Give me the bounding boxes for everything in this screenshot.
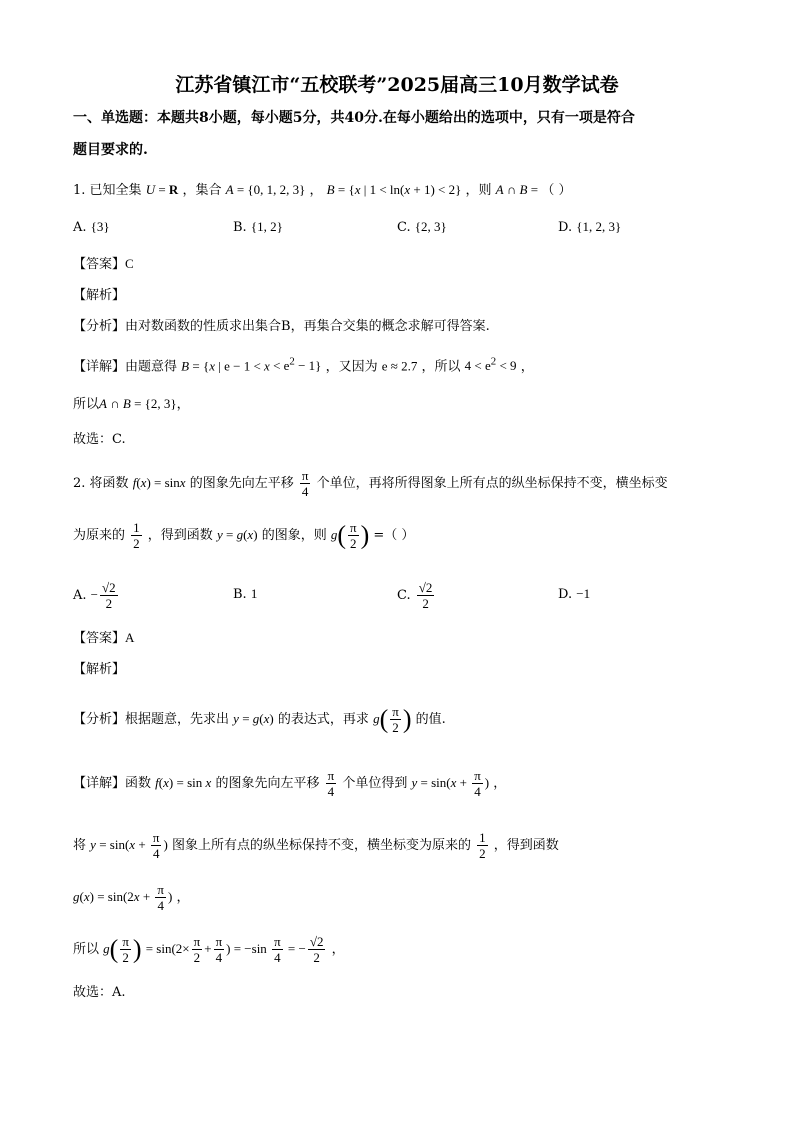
q2-answer: 【答案】A	[73, 630, 135, 646]
q2-analysis-tag: 【解析】	[73, 662, 126, 677]
q1-option-b: B. {1, 2}	[233, 219, 283, 235]
section-heading-line2: 题目要求的.	[73, 142, 148, 158]
q2-xiangjie-line4: 所以 g( $\frac{\pi}{2}$ ) = sin(2× $\frac{\pi}{2}$ + $\frac{\pi}{4}$ ) = −sin $\frac{\pi}{4}$ = − $\frac{√2}{2}$ ，	[73, 934, 345, 965]
q2-stem-line1: 2. 将函数 f(x) = sinx 的图象先向左平移 $\frac{\pi}{4}$ 个单位，再将所得图象上所有点的纵坐标保持不变，横坐标变	[73, 468, 668, 499]
q1-xiangjie: 【详解】由题意得 B = {x | $e - 1 < x < e^2 - 1$} ，又因为 e ≈ 2.7 ，所以 $4 < e^2 < 9$ ，	[73, 356, 534, 375]
q2-stem-line2: 为原来的 $\frac{1}{2}$ ，得到函数 y = g(x) 的图象，则 g( $\frac{\pi}{2}$ ) =（ ）	[73, 520, 415, 551]
q2-xiangjie-line3: g(x) = sin(2x + $\frac{\pi}{4}$ ) ，	[73, 882, 190, 913]
q1-option-d: D. {1, 2, 3}	[558, 219, 622, 235]
q2-xiangjie-line2: 将 y = sin(x + $\frac{\pi}{4}$ ) 图象上所有点的纵坐标保持不变，横坐标变为原来的 $\frac{1}{2}$ ，得到函数	[73, 830, 559, 861]
q2-guxuan: 故选：A.	[73, 985, 126, 1000]
q2-option-c: C. $\frac{√2}{2}$	[397, 580, 433, 611]
q1-guxuan: 故选：C.	[73, 432, 126, 447]
q2-xiangjie-line1: 【详解】函数 f(x) = sin x 的图象先向左平移 $\frac{\pi}{4}$ 个单位得到 y = sin(x + $\frac{\pi}{4}$ ) ，	[73, 768, 507, 799]
q1-suoyi: 所以A ∩ B = {2, 3}，	[73, 396, 190, 412]
q1-fenxi: 【分析】由对数函数的性质求出集合B，再集合交集的概念求解可得答案.	[73, 319, 490, 334]
q1-stem: 1. 已知全集 U = R ，集合 A = {0, 1, 2, 3} ， B = {x | 1 < ln(x + 1) < 2} ，则 A ∩ B = （ ）	[73, 182, 572, 198]
q1-answer: 【答案】C	[73, 256, 134, 272]
q1-option-a: A. {3}	[73, 219, 110, 235]
q2-option-a: A. − $\frac{√2}{2}$	[73, 580, 116, 611]
q1-analysis-tag: 【解析】	[73, 288, 126, 303]
q2-fenxi: 【分析】根据题意，先求出 y = g(x) 的表达式，再求 g( $\frac{\pi}{2}$ ) 的值.	[73, 704, 446, 735]
q2-option-b: B. 1	[233, 586, 258, 602]
page-title: 江苏省镇江市“五校联考”2025届高三10月数学试卷	[175, 74, 619, 96]
q2-option-d: D. −1	[558, 586, 591, 602]
q1-option-c: C. {2, 3}	[397, 219, 447, 235]
section-heading-line1: 一、单选题：本题共8小题，每小题5分，共40分.在每小题给出的选项中，只有一项是符合	[73, 110, 635, 126]
